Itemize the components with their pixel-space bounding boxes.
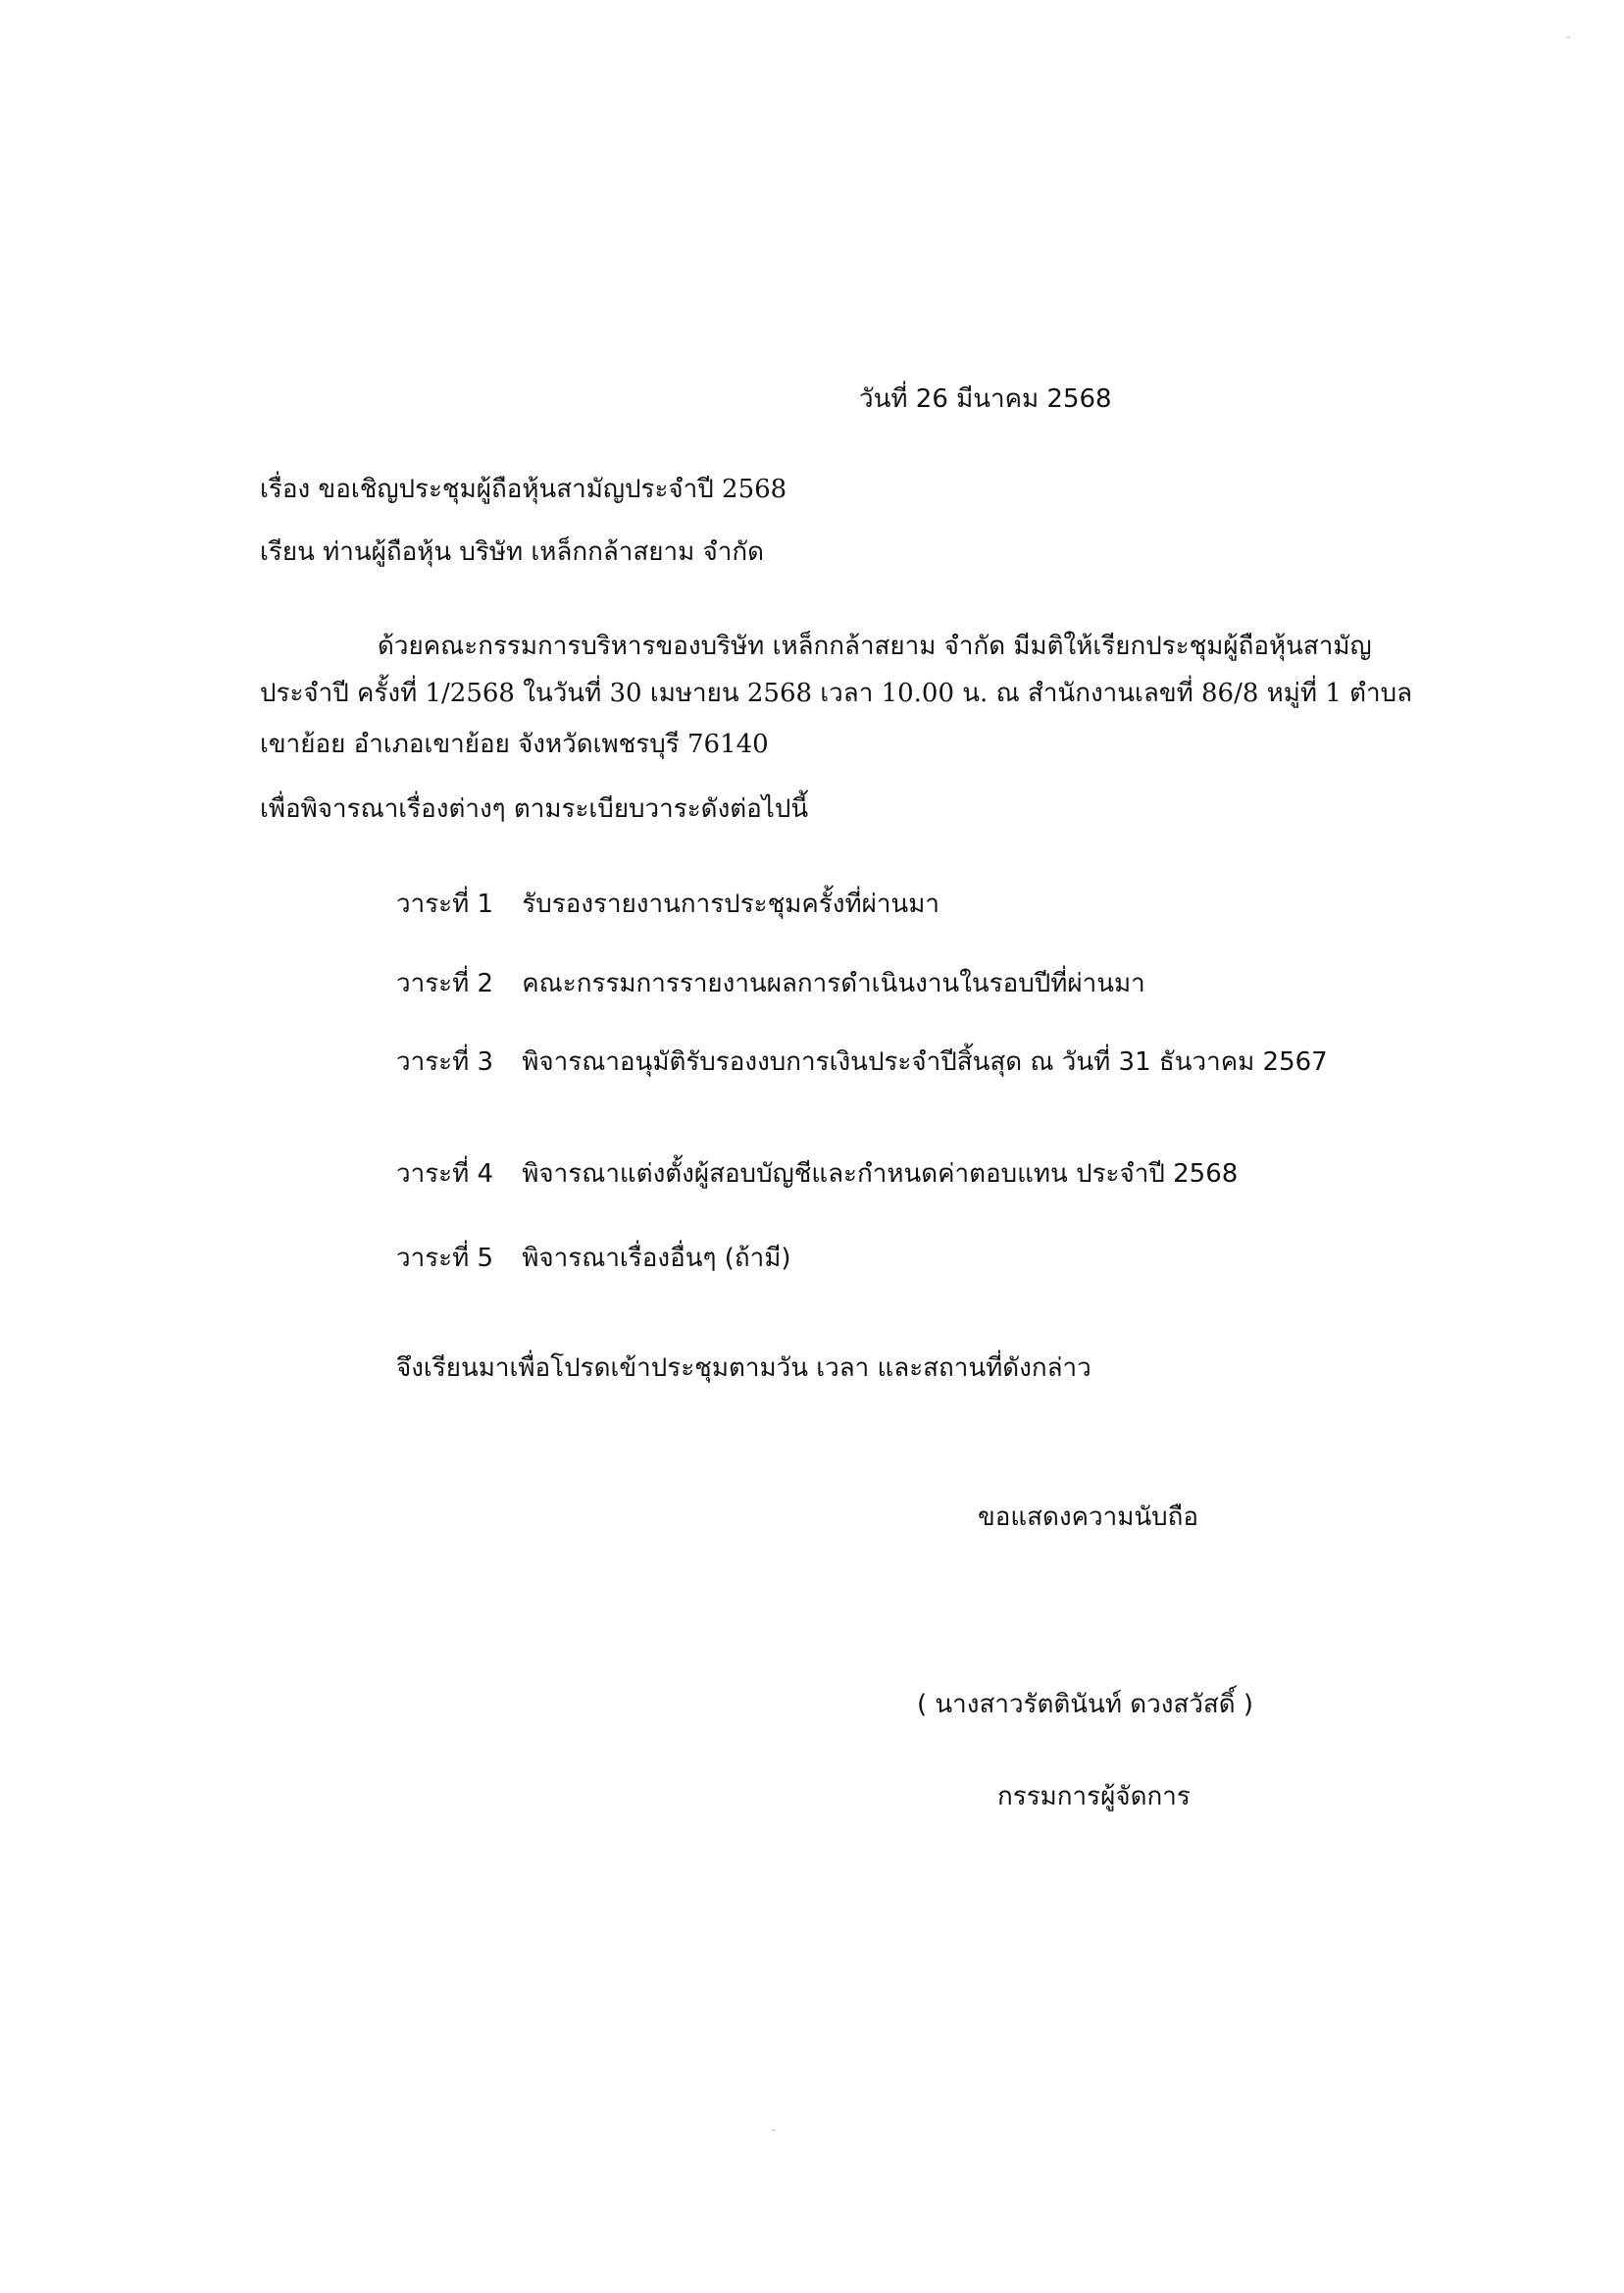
letter-regards: ขอแสดงความนับถือ [978, 1503, 1198, 1532]
letter-recipient: เรียน ท่านผู้ถือหุ้น บริษัท เหล็กกล้าสยาม จำกัด [260, 537, 764, 567]
agenda-item [396, 967, 1145, 1000]
agenda-item [396, 1045, 1328, 1079]
letter-body-line-1: ด้วยคณะกรรมการบริหารของบริษัท เหล็กกล้าสยาม จำกัด มีมติให้เรียกประชุมผู้ถือหุ้นสามัญ [378, 632, 1372, 661]
agenda-label: วาระที่ 3 [396, 1047, 494, 1077]
letter-body-line-4: เพื่อพิจารณาเรื่องต่างๆ ตามระเบียบวาระดังต่อไปนี้ [260, 794, 809, 824]
letter-subject: เรื่อง ขอเชิญประชุมผู้ถือหุ้นสามัญประจำปี 2568 [260, 475, 787, 504]
letter-body-line-2: ประจำปี ครั้งที่ 1/2568 ในวันที่ 30 เมษายน 2568 เวลา 10.00 น. ณ สำนักงานเลขที่ 86/8 หมู่ที่ 1 ตำบล [260, 679, 1413, 708]
agenda-text: พิจารณาอนุมัติรับรองงบการเงินประจำปีสิ้นสุด ณ วันที่ 31 ธันวาคม 2567 [522, 1047, 1328, 1077]
scan-dot-top [1566, 36, 1570, 38]
agenda-label: วาระที่ 5 [396, 1244, 494, 1273]
agenda-text: พิจารณาแต่งตั้งผู้สอบบัญชีและกำหนดค่าตอบแทน ประจำปี 2568 [522, 1159, 1239, 1189]
agenda-label: วาระที่ 2 [396, 969, 494, 998]
agenda-text: คณะกรรมการรายงานผลการดำเนินงานในรอบปีที่ผ่านมา [522, 969, 1145, 998]
letter-closing: จึงเรียนมาเพื่อโปรดเข้าประชุมตามวัน เวลา และสถานที่ดังกล่าว [396, 1353, 1091, 1383]
agenda-label: วาระที่ 4 [396, 1159, 494, 1189]
agenda-item [396, 888, 939, 921]
signer-position: กรรมการผู้จัดการ [997, 1782, 1191, 1811]
agenda-item [396, 1242, 790, 1275]
letter-date: วันที่ 26 มีนาคม 2568 [859, 384, 1112, 414]
scan-dot-bottom [772, 2129, 776, 2131]
agenda-label: วาระที่ 1 [396, 890, 494, 919]
agenda-text: พิจารณาเรื่องอื่นๆ (ถ้ามี) [522, 1244, 791, 1273]
letter-body-line-3: เขาย้อย อำเภอเขาย้อย จังหวัดเพชรบุรี 76140 [260, 730, 769, 759]
signer-name: ( นางสาวรัตตินันท์ ดวงสวัสดิ์ ) [917, 1690, 1254, 1719]
agenda-text: รับรองรายงานการประชุมครั้งที่ผ่านมา [522, 890, 939, 919]
agenda-item [396, 1157, 1238, 1191]
